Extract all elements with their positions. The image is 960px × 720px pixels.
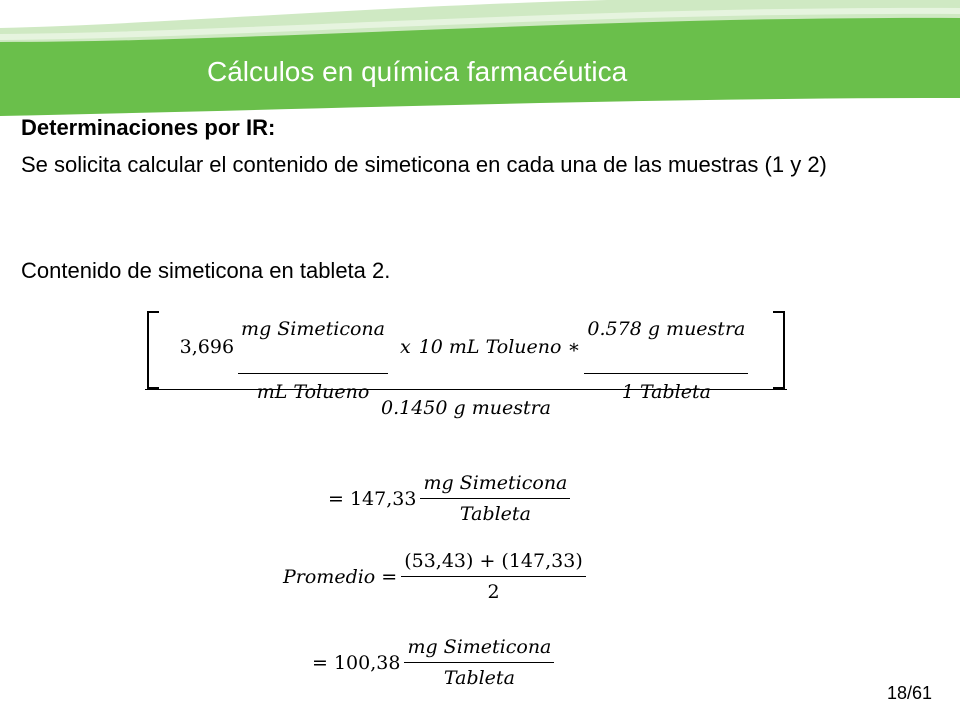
result2-unit-fraction xyxy=(404,634,554,691)
average-denominator: 2 xyxy=(487,581,500,603)
average-result xyxy=(312,634,558,691)
multiply-x: x xyxy=(399,336,411,358)
factor2-term: 10 mL Tolueno ∗ xyxy=(418,336,581,358)
main-formula-numerator xyxy=(145,305,787,403)
instruction-paragraph: Se solicita calcular el contenido de simeticona en cada una de las muestras (1 y 2) xyxy=(21,152,827,177)
result1-unit-num: mg Simeticona xyxy=(420,470,570,499)
factor3-fraction xyxy=(584,287,748,408)
result1-unit-den: Tableta xyxy=(459,503,531,525)
subheading-tableta-2: Contenido de simeticona en tableta 2. xyxy=(21,258,391,283)
factor3-num: 0.578 g muestra xyxy=(584,287,748,374)
result2-unit-num: mg Simeticona xyxy=(404,634,554,663)
factor1-unit-num: mg Simeticona xyxy=(238,287,388,374)
factor3-den: 1 Tableta xyxy=(621,380,711,403)
result1-value: = 147,33 xyxy=(328,487,417,510)
right-bracket xyxy=(773,311,785,389)
section-heading: Determinaciones por IR: xyxy=(21,115,276,140)
result2-unit-den: Tableta xyxy=(443,667,515,689)
average-fraction xyxy=(401,548,586,605)
factor1-unit-den: mL Tolueno xyxy=(256,380,370,403)
result1-unit-fraction xyxy=(420,470,570,527)
main-formula xyxy=(145,305,787,424)
result2-value: = 100,38 xyxy=(312,651,401,674)
slide-title: Cálculos en química farmacéutica xyxy=(207,56,628,87)
average-numerator: (53,43) + (147,33) xyxy=(401,548,586,577)
factor1-unit-fraction xyxy=(238,287,388,408)
main-formula-denominator: 0.1450 g muestra xyxy=(380,397,552,419)
left-bracket xyxy=(147,311,159,389)
result-tableta-2 xyxy=(328,470,574,527)
average-label: Promedio = xyxy=(283,565,398,588)
page-number: 18/61 xyxy=(886,683,932,703)
factor1-value: 3,696 xyxy=(179,336,235,358)
average-formula xyxy=(283,548,590,605)
